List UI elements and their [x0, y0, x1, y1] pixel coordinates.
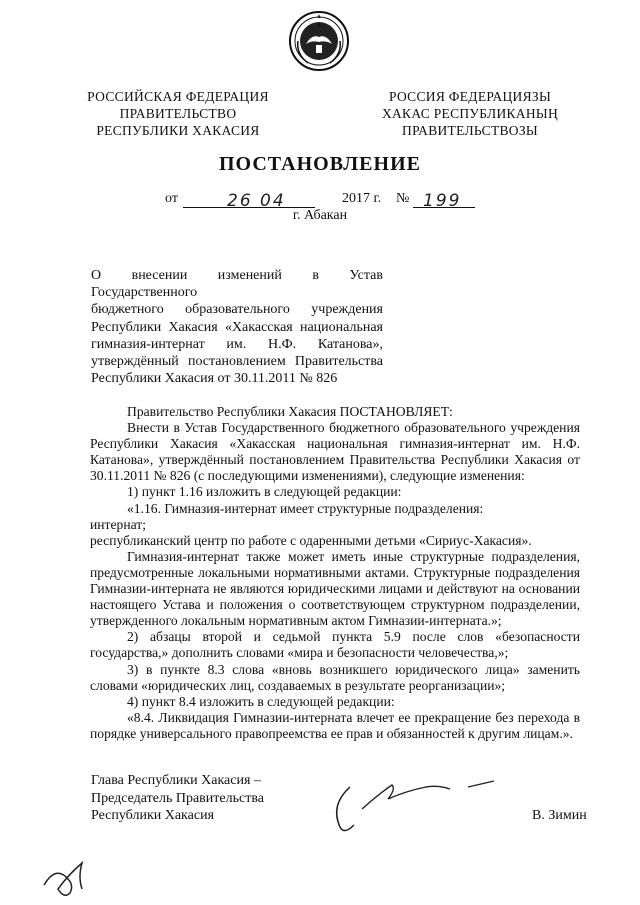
handwritten-signature [318, 775, 508, 845]
signatory-line: Республики Хакасия [91, 808, 215, 823]
body-paragraph: республиканский центр по работе с одаренными детьми «Сириус-Хакасия». [90, 532, 532, 548]
signatory-position [91, 772, 291, 825]
date-year: 2017 г. [342, 191, 382, 206]
body-paragraph: «8.4. Ликвидация Гимназии-интерната влечет ее прекращение без перехода в порядке универсального правопреемства ее прав и обязанностей к другим лицам.». [90, 709, 580, 741]
body-paragraph: «1.16. Гимназия-интернат имеет структурные подразделения: [127, 500, 484, 516]
subject-line: гимназия-интернат им. Н.Ф. Катанова», [91, 336, 383, 352]
subject-line: утверждённый постановлением Правительства [91, 354, 383, 370]
handwritten-initials [38, 855, 108, 899]
handwritten-date: 26 04 [227, 191, 286, 211]
signatory-line: Глава Республики Хакасия – [91, 773, 261, 788]
body-paragraph: 3) в пункте 8.3 слова «вновь возникшего юридического лица» заменить словами «юридических лиц, создаваемых в результате реорганизации»; [90, 661, 580, 693]
body-paragraph: 1) пункт 1.16 изложить в следующей редакции: [127, 484, 402, 500]
signatory-name: В. Зимин [532, 808, 587, 823]
handwritten-number: 199 [423, 191, 462, 211]
subject-line: Республики Хакасия «Хакасская национальная [91, 319, 383, 335]
subject-line: Республики Хакасия от 30.11.2011 № 826 [91, 371, 338, 387]
date-prefix: от [165, 191, 178, 206]
header-right [355, 88, 585, 139]
document-title: ПОСТАНОВЛЕНИЕ [219, 153, 421, 175]
subject-block [91, 267, 383, 387]
coat-of-arms-emblem [288, 10, 350, 72]
header-right-line: ПРАВИТЕЛЬСТВОЗЫ [402, 123, 538, 138]
number-sign: № [396, 191, 410, 206]
city: г. Абакан [292, 208, 348, 223]
header-right-line: ХАКАС РЕСПУБЛИКАНЫҢ [381, 106, 559, 121]
subject-line: О внесении изменений в Устав Государственного [91, 268, 383, 301]
header-right-line: РОССИЯ ФЕДЕРАЦИЯЗЫ [388, 89, 552, 104]
header-left [78, 88, 278, 139]
body-paragraph: Гимназия-интернат также может иметь иные структурные подразделения, предусмотренные локальными нормативными актами. Структурные подразделения Гимназии-интерната не являются юридическими лицами и действуют на основании настоящего Устава и положения о соответствующем структурном подразделении, утвержденного локальным нормативным актом Гимназии-интерната.»; [90, 548, 580, 629]
body-paragraph: Внести в Устав Государственного бюджетного образовательного учреждения Республики Хакасия «Хакасская национальная гимназия-интернат им. Н.Ф. Катанова», утверждённый постановлением Правительства Республики Хакасия от 30.11.2011 № 826 (с последующими изменениями), следующие изменения: [90, 420, 580, 484]
header-left-line: ПРАВИТЕЛЬСТВО [119, 106, 237, 121]
body-paragraph: Правительство Республики Хакасия ПОСТАНОВЛЯЕТ: [127, 404, 453, 419]
document-body [90, 404, 580, 742]
body-paragraph: 2) абзацы второй и седьмой пункта 5.9 после слов «безопасности государства,» дополнить словами «мира и безопасности человечества,»; [90, 629, 580, 661]
body-paragraph: 4) пункт 8.4 изложить в следующей редакции: [127, 693, 395, 709]
body-paragraph: интернат; [90, 516, 146, 532]
signatory-line: Председатель Правительства [91, 790, 264, 806]
header-left-line: РОССИЙСКАЯ ФЕДЕРАЦИЯ [87, 89, 269, 104]
header-left-line: РЕСПУБЛИКИ ХАКАСИЯ [96, 123, 260, 138]
subject-line: бюджетного образовательного учреждения [91, 302, 383, 318]
